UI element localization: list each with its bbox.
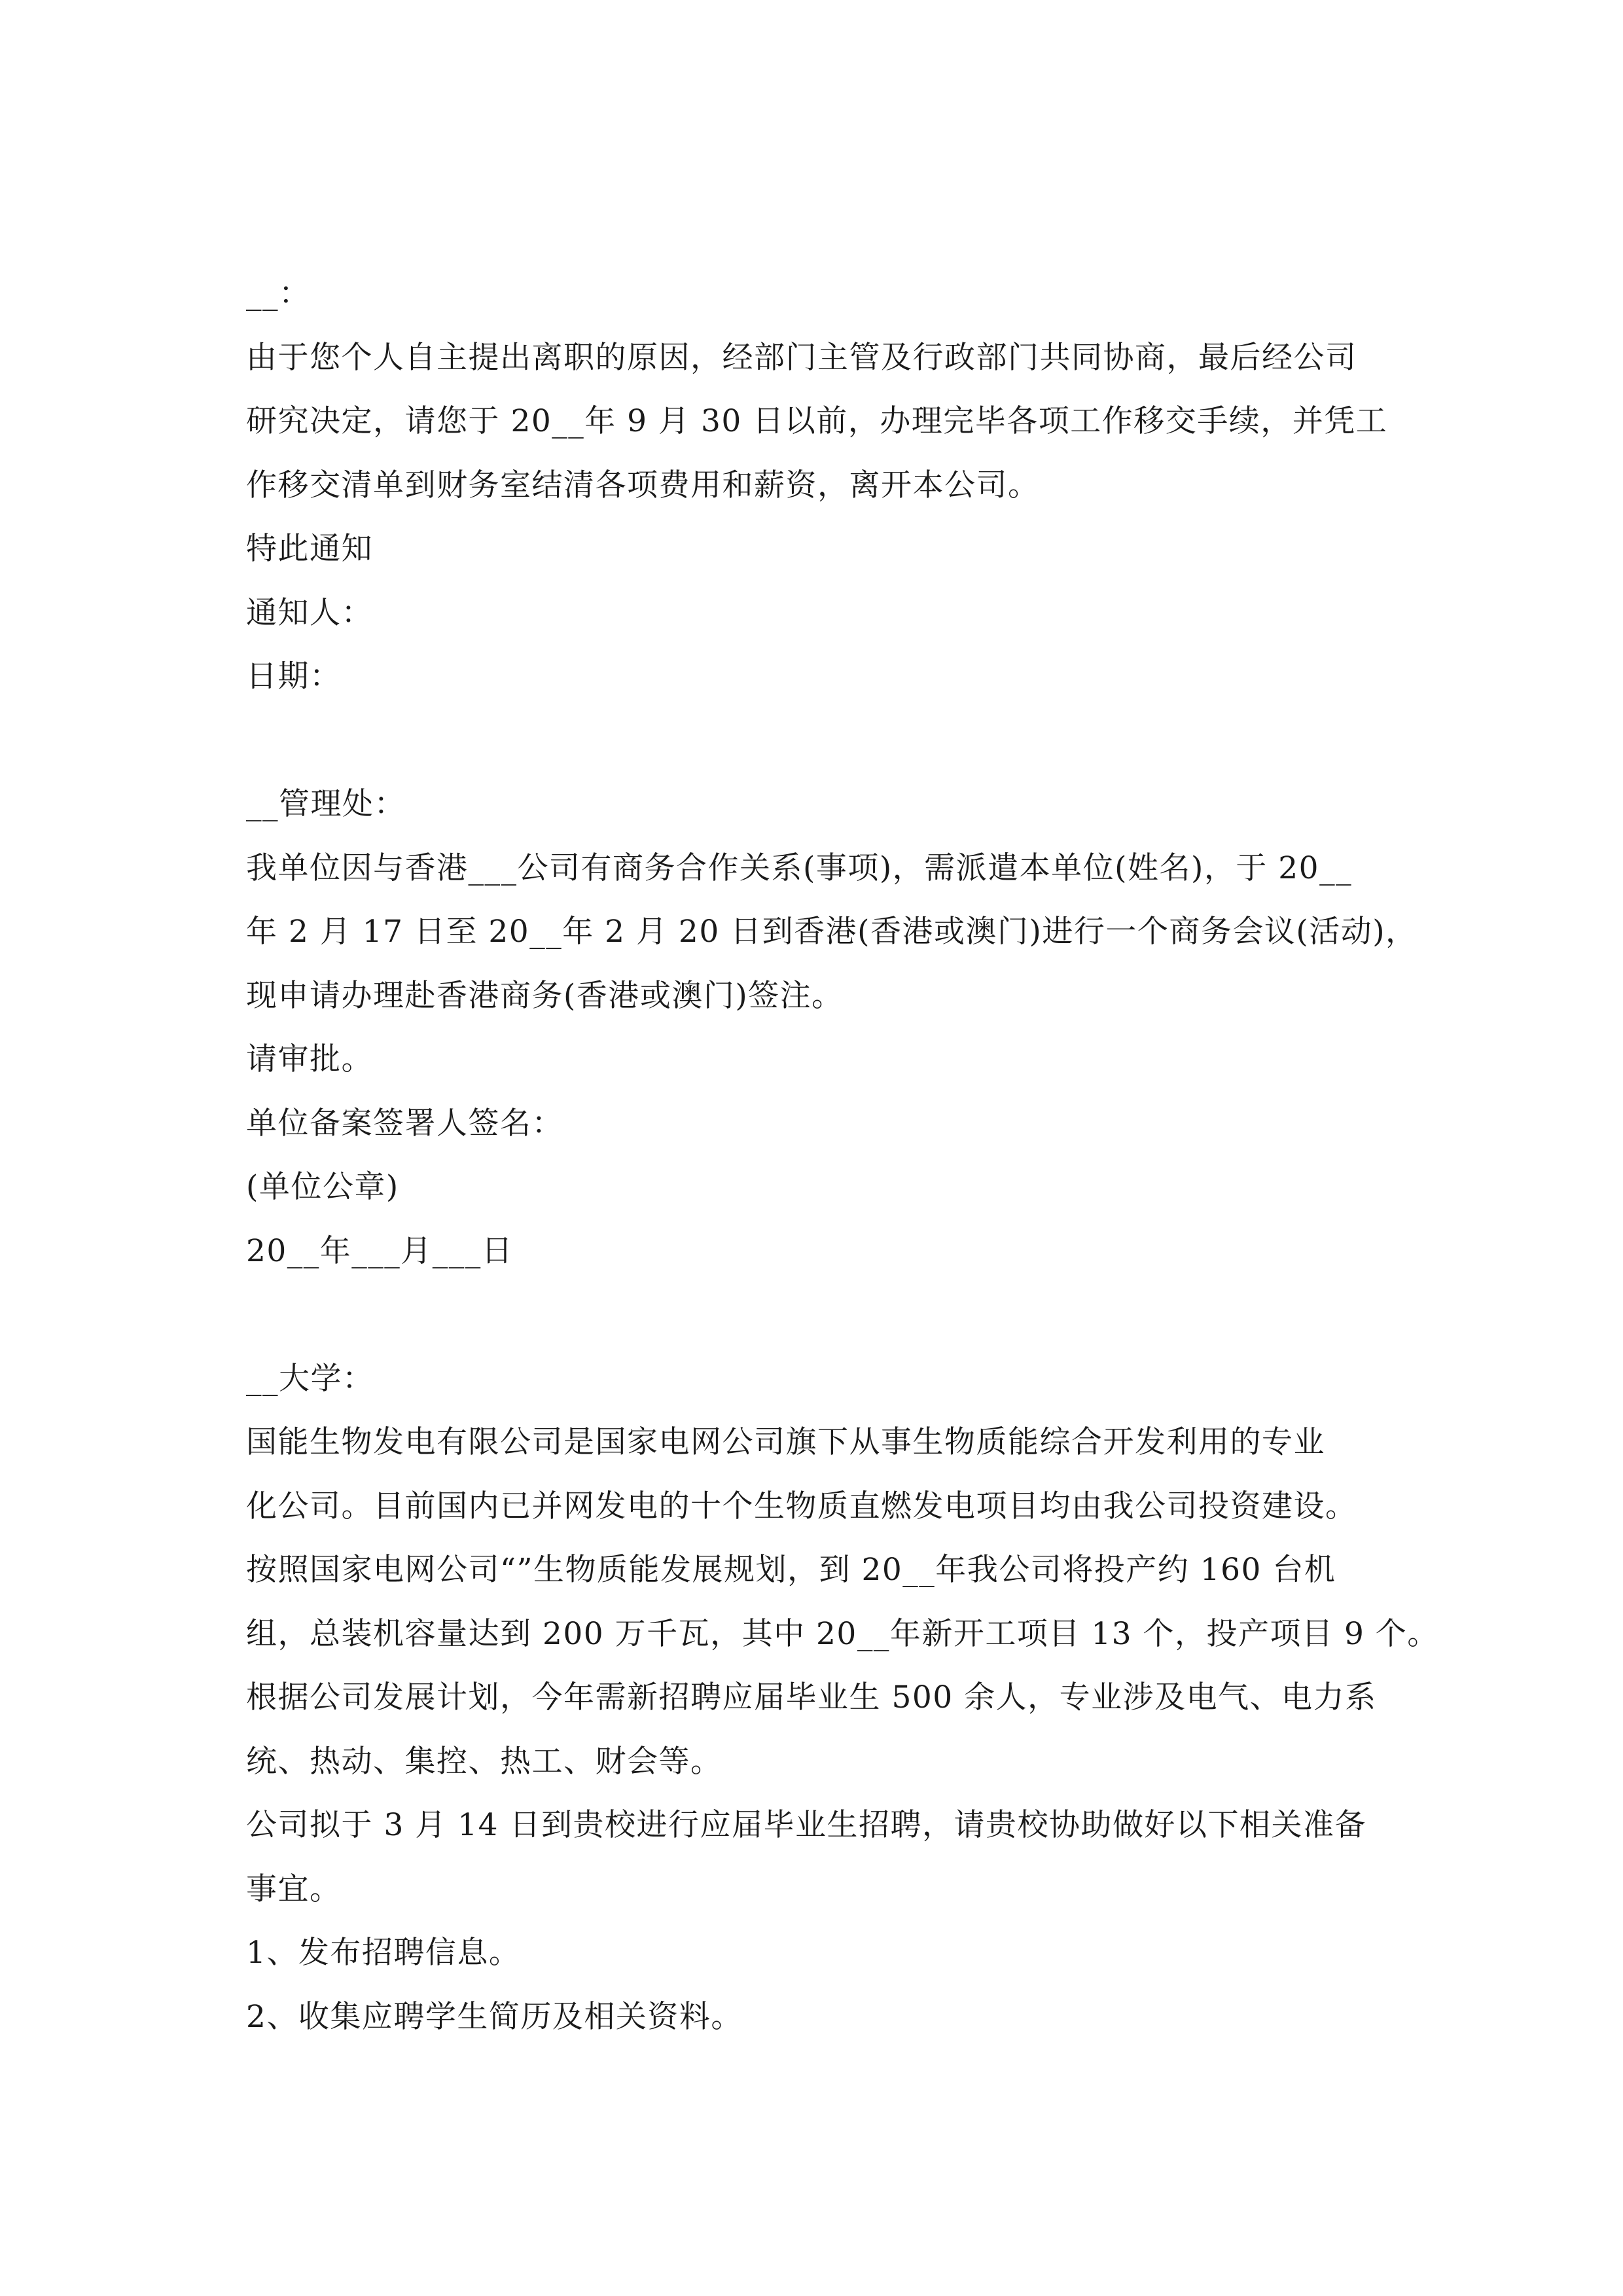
body-line: 由于您个人自主提出离职的原因，经部门主管及行政部门共同协商，最后经公司 — [246, 339, 1357, 376]
body-line: 化公司。目前国内已并网发电的十个生物质直燃发电项目均由我公司投资建设。 — [246, 1488, 1357, 1524]
body-line: 组，总装机容量达到 200 万千瓦，其中 20__年新开工项目 13 个，投产项目 9 个。 — [246, 1615, 1439, 1652]
list-item: 1、发布招聘信息。 — [246, 1935, 521, 1971]
signatory-line: 单位备案签署人签名： — [246, 1105, 563, 1141]
recruitment-letter — [246, 1347, 1439, 2049]
body-line: 事宜。 — [246, 1871, 342, 1907]
list-item: 2、收集应聘学生简历及相关资料。 — [246, 1998, 743, 2035]
section-gap — [246, 1283, 1385, 1347]
body-line: 根据公司发展计划，今年需新招聘应届毕业生 500 余人，专业涉及电气、电力系 — [246, 1679, 1377, 1715]
closing-line: 特此通知 — [246, 531, 373, 567]
salutation: __管理处： — [246, 786, 406, 822]
body-line: 统、热动、集控、热工、财会等。 — [246, 1743, 722, 1780]
request-line: 请审批。 — [246, 1041, 373, 1077]
body-line: 我单位因与香港___公司有商务合作关系(事项)，需派遣本单位(姓名)，于 20__ — [246, 850, 1353, 886]
date-line: 20__年___月___日 — [246, 1232, 514, 1269]
salutation: __大学： — [246, 1360, 374, 1397]
salutation: __： — [246, 276, 311, 312]
body-line: 按照国家电网公司“”生物质能发展规划，到 20__年我公司将投产约 160 台机 — [246, 1552, 1336, 1588]
resignation-notice — [246, 262, 1388, 709]
notifier-line: 通知人： — [246, 594, 373, 631]
document-page — [246, 262, 1439, 2049]
seal-line: (单位公章) — [246, 1169, 399, 1205]
body-line: 年 2 月 17 日至 20__年 2 月 20 日到香港(香港或澳门)进行一个商务会议(活动)， — [246, 914, 1418, 950]
section-gap — [246, 709, 1385, 773]
body-line: 研究决定，请您于 20__年 9 月 30 日以前，办理完毕各项工作移交手续，并凭工 — [246, 403, 1388, 439]
body-line: 作移交清单到财务室结清各项费用和薪资，离开本公司。 — [246, 467, 1040, 503]
body-line: 公司拟于 3 月 14 日到贵校进行应届毕业生招聘，请贵校协助做好以下相关准备 — [246, 1807, 1366, 1843]
date-line: 日期： — [246, 658, 342, 694]
endorsement-application — [246, 772, 1418, 1283]
body-line: 现申请办理赴香港商务(香港或澳门)签注。 — [246, 977, 844, 1014]
body-line: 国能生物发电有限公司是国家电网公司旗下从事生物质能综合开发利用的专业 — [246, 1424, 1325, 1460]
